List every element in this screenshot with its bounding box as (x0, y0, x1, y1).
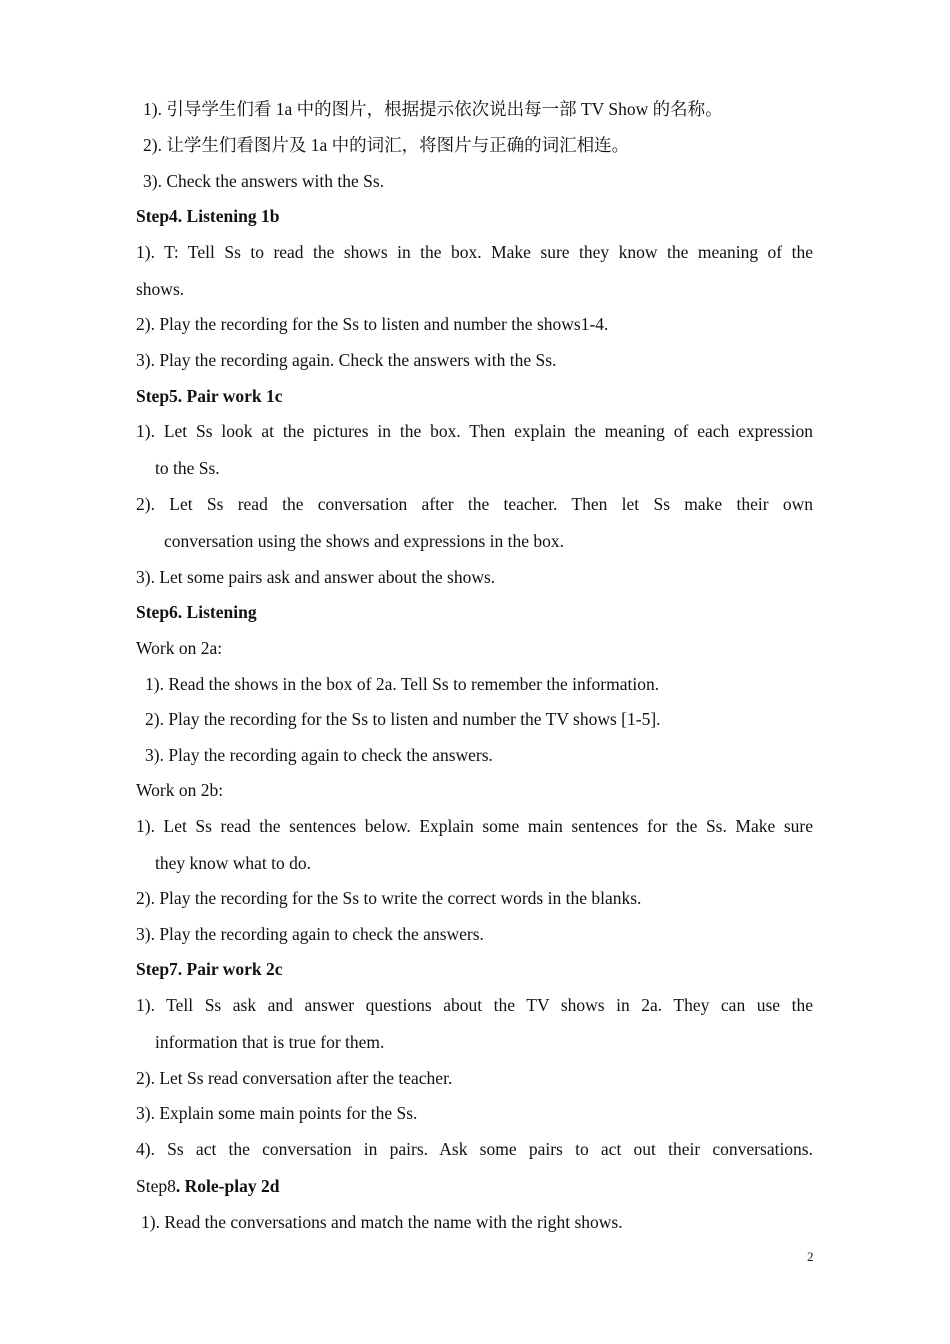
line-step7-1b: information that is true for them. (155, 1032, 385, 1052)
step6-heading: Step6. Listening (136, 602, 257, 622)
line-2b-2: 2). Play the recording for the Ss to write the correct words in the blanks. (136, 888, 642, 908)
line-2: 2). 让学生们看图片及 1a 中的词汇，将图片与正确的词汇相连。 (143, 135, 630, 155)
line-step7-2: 2). Let Ss read conversation after the teacher. (136, 1068, 453, 1088)
step4-heading: Step4. Listening 1b (136, 206, 280, 226)
line-1: 1). 引导学生们看 1a 中的图片，根据提示依次说出每一部 TV Show 的名称。 (143, 99, 723, 119)
line-2a-3: 3). Play the recording again to check the answers. (145, 745, 493, 765)
page-number: 2 (807, 1249, 814, 1264)
step8-heading (136, 1175, 813, 1197)
line-2b-1b: they know what to do. (155, 853, 312, 873)
line-step8-1: 1). Read the conversations and match the name with the right shows. (141, 1212, 623, 1232)
line-step5-1b: to the Ss. (155, 458, 220, 478)
line-step4-2: 2). Play the recording for the Ss to listen and number the shows1-4. (136, 314, 609, 334)
work-on-2a: Work on 2a: (136, 638, 223, 658)
line-step5-1a: 1). Let Ss look at the pictures in the box. Then explain the meaning of each expression (136, 421, 813, 441)
line-step7-1a: 1). Tell Ss ask and answer questions about the TV shows in 2a. They can use the (136, 995, 813, 1015)
line-step5-2b: conversation using the shows and expressions in the box. (164, 531, 565, 551)
step8-label: Step8 (136, 1176, 176, 1196)
step8-title: . Role-play 2d (175, 1176, 280, 1196)
line-2b-3: 3). Play the recording again to check the answers. (136, 924, 484, 944)
step7-heading: Step7. Pair work 2c (136, 959, 283, 979)
line-2a-1: 1). Read the shows in the box of 2a. Tell Ss to remember the information. (145, 674, 660, 694)
line-step5-2a: 2). Let Ss read the conversation after the teacher. Then let Ss make their own (136, 494, 813, 514)
line-step5-3: 3). Let some pairs ask and answer about the shows. (136, 567, 496, 587)
line-step4-3: 3). Play the recording again. Check the answers with the Ss. (136, 350, 557, 370)
line-step4-1b: shows. (136, 279, 185, 299)
line-step4-1a: 1). T: Tell Ss to read the shows in the box. Make sure they know the meaning of the (136, 242, 813, 262)
line-step7-3: 3). Explain some main points for the Ss. (136, 1103, 418, 1123)
step5-heading: Step5. Pair work 1c (136, 386, 283, 406)
line-step7-4: 4). Ss act the conversation in pairs. Ask some pairs to act out their conversations. (136, 1139, 813, 1159)
work-on-2b: Work on 2b: (136, 780, 224, 800)
line-2a-2: 2). Play the recording for the Ss to listen and number the TV shows [1-5]. (145, 709, 661, 729)
line-3: 3). Check the answers with the Ss. (143, 171, 385, 191)
line-2b-1a: 1). Let Ss read the sentences below. Explain some main sentences for the Ss. Make sure (136, 816, 813, 836)
